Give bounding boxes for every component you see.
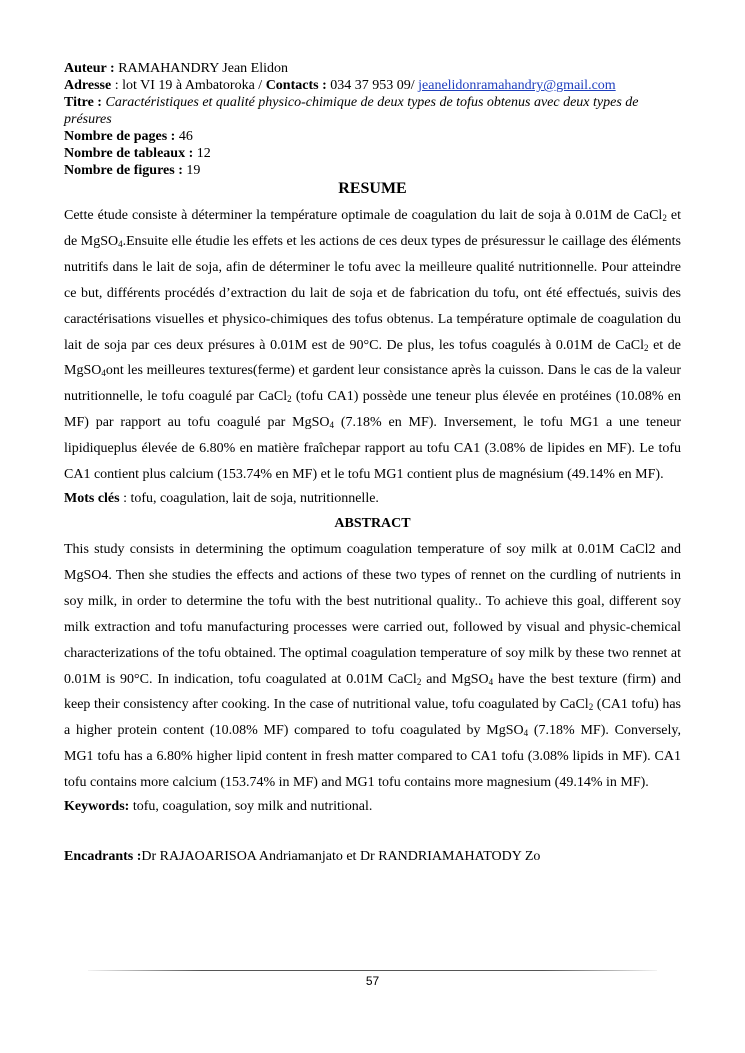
abstract-keywords	[64, 796, 681, 818]
supervisors-label: Encadrants :	[64, 849, 142, 865]
email-link[interactable]: jeanelidonramahandry@gmail.com	[418, 78, 616, 93]
resume-paragraph: Cette étude consiste à déterminer la température optimale de coagulation du lait de soja à 0.01M de CaCl$_2$ et de MgSO$_4$.Ensuite elle étudie les effets et les actions de ces deux types de présuressur le caillage des éléments nutritifs dans le lait de soja, afin de déterminer le tofu avec la meilleure qualité nutritionnelle. Pour atteindre ce but, différents procédés d’extraction du lait de soja et de fabrication du tofu, ont été effectués, suivis des caractérisations visuelles et physico-chimiques des tofus obtenus. La température optimale de coagulation du lait de soja par ces deux présures à 0.01M est de 90°C. De plus, les tofus coagulés à 0.01M de CaCl$_2$ et de MgSO$_4$ont les meilleures textures(ferme) et gardent leur consistance après la cuisson. Dans le cas de la valeur nutritionnelle, le tofu coagulé par CaCl$_2$ (tofu CA1) possède une teneur plus élevée en protéines (10.08% en MF) par rapport au tofu coagulé par MgSO$_4$ (7.18% en MF). Inversement, le tofu MG1 a une teneur lipidiqueplus élevée de 6.80% en matière fraîchepar rapport au tofu CA1 (3.08% de lipides en MF). Le tofu CA1 contient plus calcium (153.74% en MF) et le tofu MG1 contient plus de magnésium (49.14% en MF).	[64, 208, 682, 483]
contacts-label: Contacts :	[265, 78, 327, 93]
abstract-keywords-list: tofu, coagulation, soy milk and nutritional.	[129, 799, 373, 815]
supervisors-names: Dr RAJAOARISOA Andriamanjato et Dr RANDRIAMAHATODY Zo	[141, 849, 541, 865]
author-label: Auteur :	[64, 61, 115, 76]
author-line	[64, 60, 681, 77]
page-number: 57	[365, 974, 380, 988]
title-line	[64, 94, 681, 128]
resume-keywords-label: Mots clés	[64, 490, 120, 506]
address-line	[64, 77, 681, 94]
address-label: Adresse	[64, 78, 112, 93]
title-label: Titre :	[64, 95, 102, 110]
resume-keywords-list: : tofu, coagulation, lait de soja, nutritionnelle.	[119, 490, 379, 506]
thesis-title: Caractéristiques et qualité physico-chimique de deux types de tofus obtenus avec deux types de présures	[64, 95, 639, 127]
phone-number: 034 37 953 09/	[330, 78, 415, 93]
figures-count: 19	[186, 163, 201, 178]
pages-count: 46	[178, 129, 193, 144]
abstract-keywords-label: Keywords:	[64, 799, 130, 815]
resume-heading: RESUME	[338, 180, 407, 197]
document-page	[64, 60, 681, 866]
supervisors-line	[64, 848, 681, 866]
address-value: : lot VI 19 à Ambatoroka /	[114, 78, 263, 93]
pages-label: Nombre de pages :	[64, 129, 176, 144]
tables-count: 12	[196, 146, 211, 161]
figures-line	[64, 162, 681, 179]
abstract-paragraph: This study consists in determining the optimum coagulation temperature of soy milk at 0.01M CaCl2 and MgSO4. Then she studies the effects and actions of these two types of rennet on the curdling of nutrients in soy milk, in order to determine the tofu with the best nutritional quality.. To achieve this goal, different soy milk extraction and tofu manufacturing processes were carried out, followed by visual and physic-chemical characterizations of the tofu obtained. The optimal coagulation temperature of soy milk by these two rennet at 0.01M is 90°C. In indication, tofu coagulated at 0.01M CaCl$_2$ and MgSO$_4$ have the best texture (firm) and keep their consistency after cooking. In the case of nutritional value, tofu coagulated by CaCl$_2$ (CA1 tofu) has a higher protein content (10.08% MF) compared to tofu coagulated by MgSO$_4$ (7.18% MF). Conversely, MG1 tofu has a 6.80% higher lipid content in fresh matter compared to CA1 tofu (3.08% lipids in MF). CA1 tofu contains more calcium (153.74% in MF) and MG1 tofu contains more magnesium (49.14% in MF).	[64, 541, 682, 791]
pages-line	[64, 128, 681, 145]
footer-divider	[88, 970, 657, 971]
tables-label: Nombre de tableaux :	[64, 146, 194, 161]
resume-keywords	[64, 488, 681, 510]
abstract-heading: ABSTRACT	[334, 515, 411, 531]
tables-line	[64, 145, 681, 162]
author-name: RAMAHANDRY Jean Elidon	[118, 61, 288, 76]
figures-label: Nombre de figures :	[64, 163, 183, 178]
